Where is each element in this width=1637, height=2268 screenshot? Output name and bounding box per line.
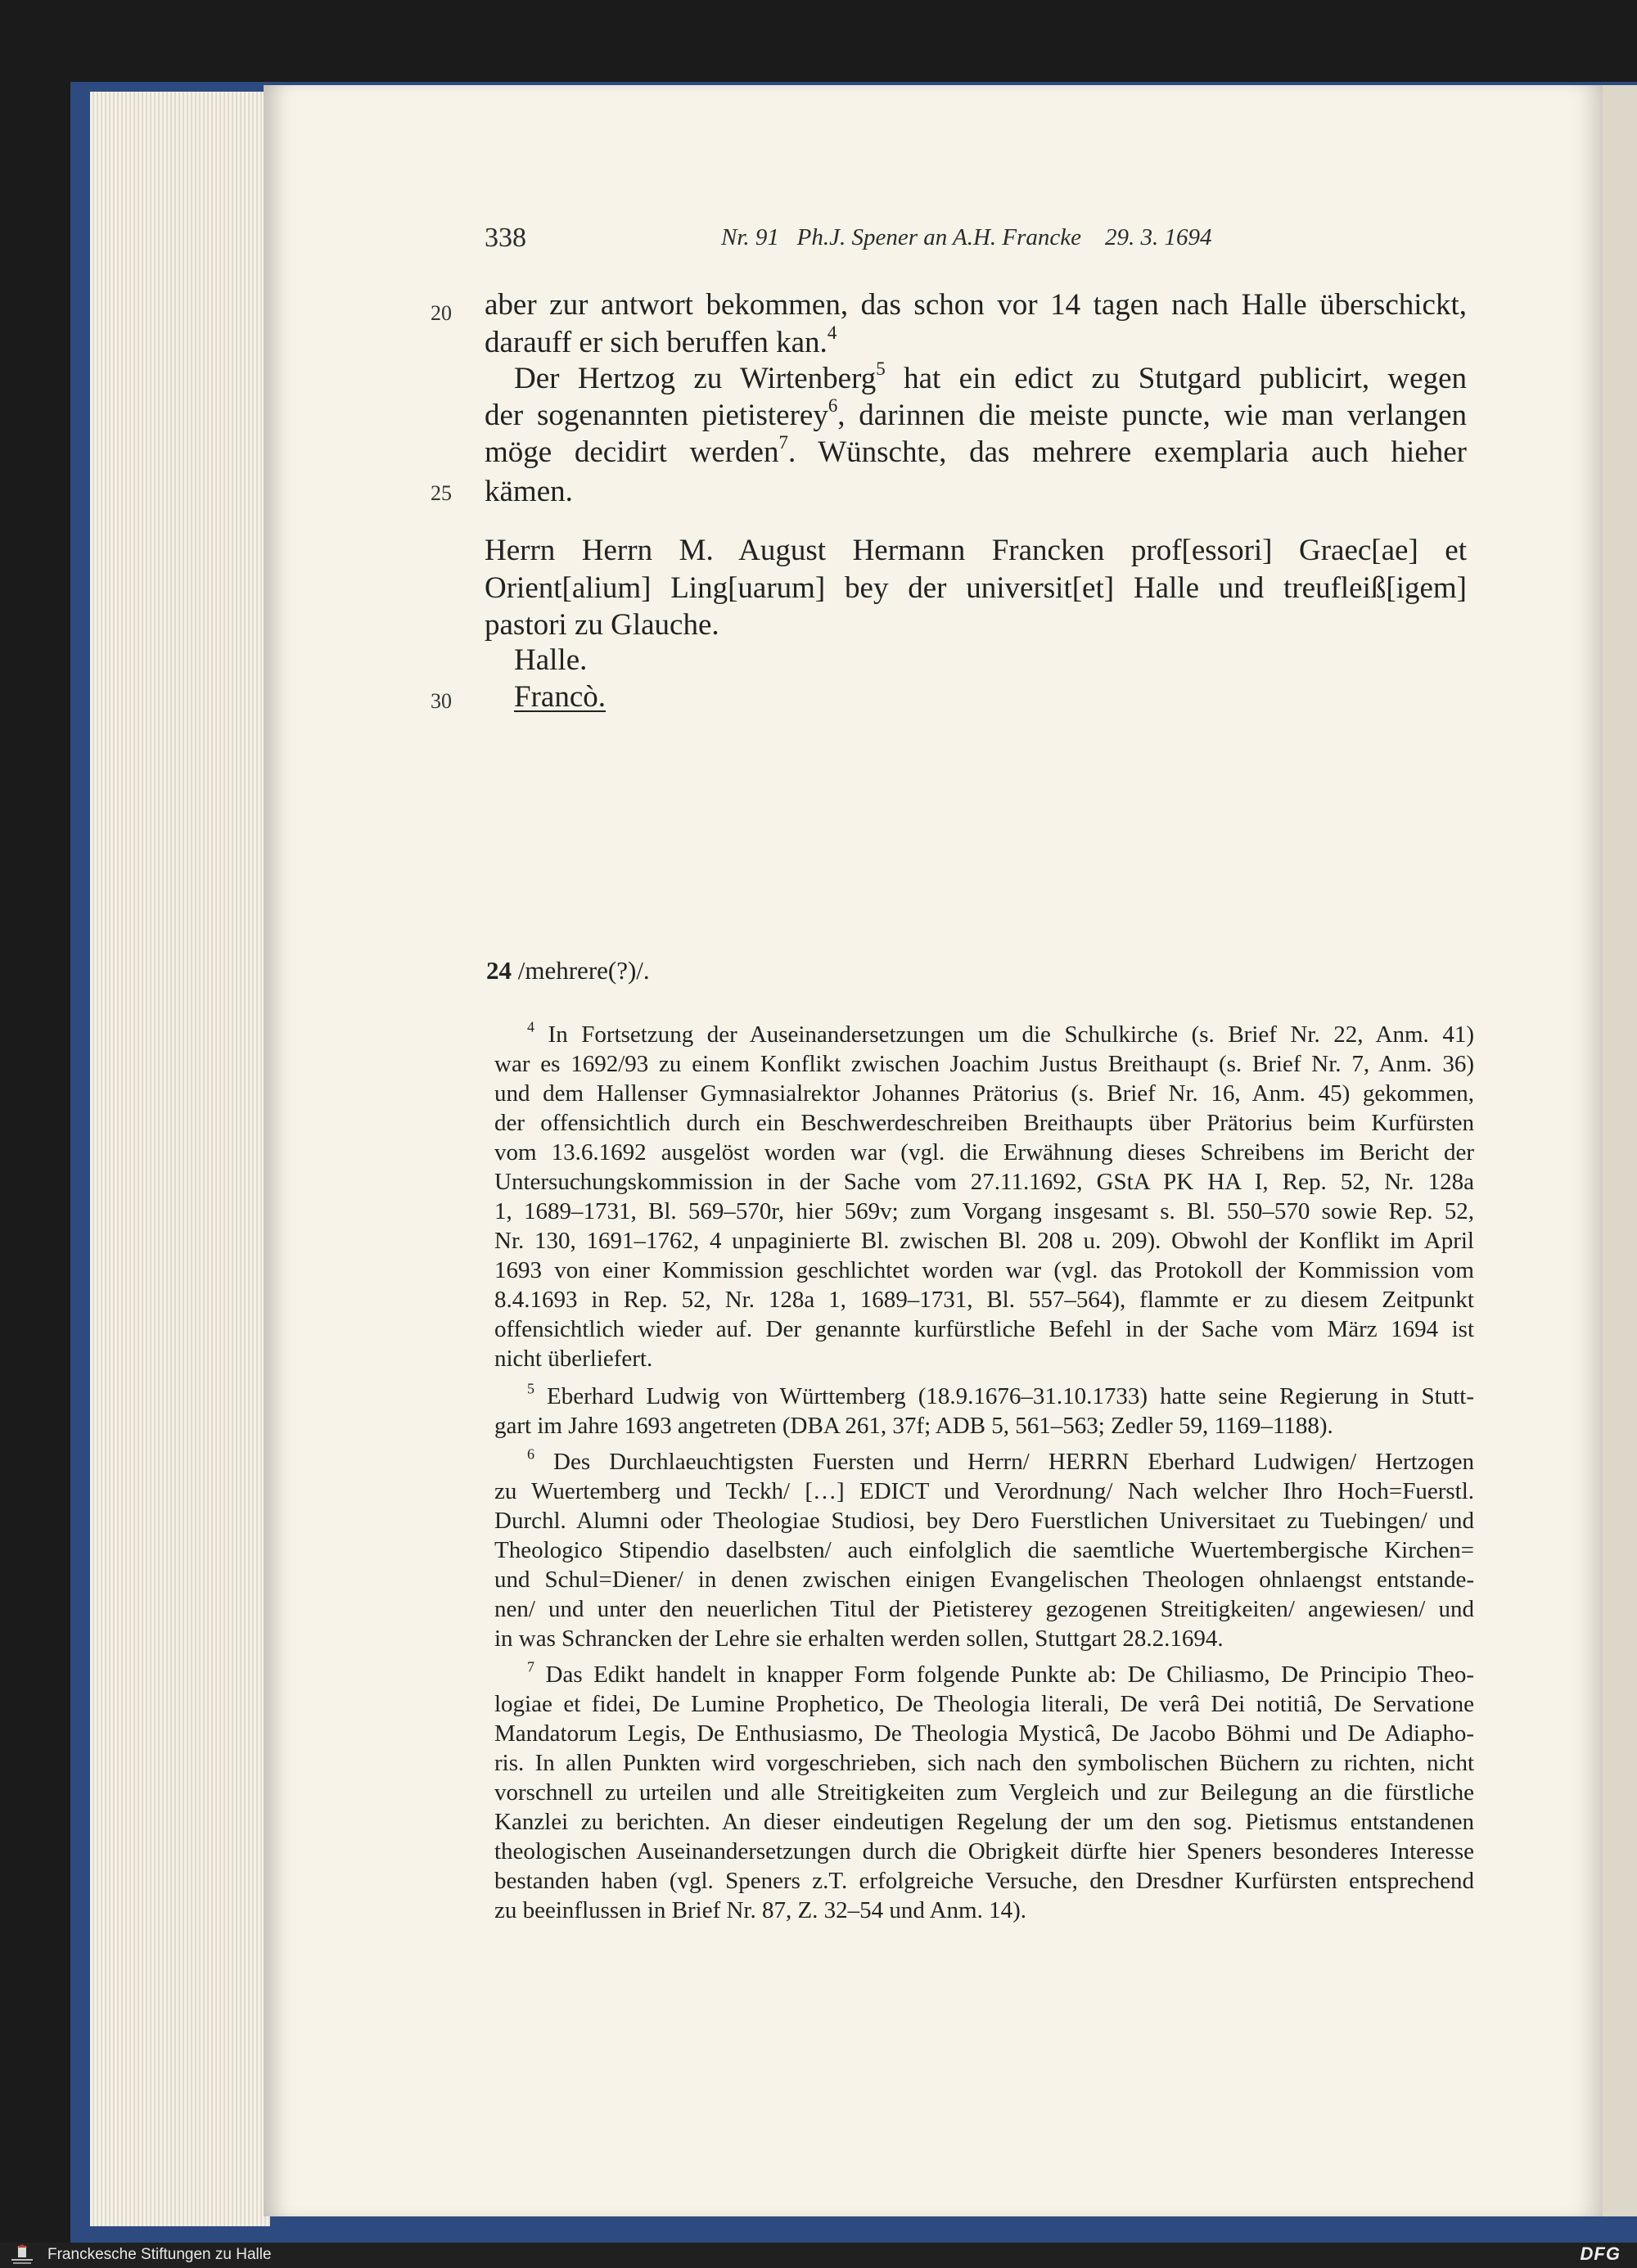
footnote-ref[interactable]: 5 bbox=[876, 358, 886, 379]
address-line: Herrn Herrn M. August Hermann Francken prof[essori] Graec[ae] et bbox=[485, 534, 1467, 567]
footnote-4-line: der offensichtlich durch ein Beschwerdeschreiben Breithaupts über Prätorius beim Kurfürsten bbox=[494, 1110, 1474, 1136]
footnote-mark: 4 bbox=[527, 1018, 534, 1035]
page-edges bbox=[90, 92, 270, 2226]
footnote-6-line: Durchl. Alumni oder Theologiae Studiosi, bey Dero Fuerstlichen Universitaet zu Tuebingen/ und bbox=[494, 1508, 1474, 1534]
line-number-25: 25 bbox=[431, 481, 452, 505]
address-city: Halle. bbox=[514, 643, 588, 677]
footnote-4-line: war es 1692/93 zu einem Konflikt zwischen Joachim Justus Breithaupt (s. Brief Nr. 7, Anm. 36) bbox=[494, 1051, 1474, 1077]
facing-page-edge bbox=[1603, 85, 1637, 2216]
address-franco: Francò. bbox=[514, 680, 606, 714]
footnote-4-line: und dem Hallenser Gymnasialrektor Johannes Prätorius (s. Brief Nr. 16, Anm. 45) gekommen, bbox=[494, 1080, 1474, 1107]
footnote-4-line: vom 13.6.1692 ausgelöst worden war (vgl. die Erwähnung dieses Schreibens im Bericht der bbox=[494, 1139, 1474, 1166]
footnote-mark: 7 bbox=[527, 1658, 534, 1675]
footnote-ref[interactable]: 6 bbox=[828, 395, 838, 416]
footnote-4-line: 1693 von einer Kommission geschlichtet worden war (vgl. das Protokoll der Kommission vom bbox=[494, 1257, 1474, 1283]
apparatus-note: 24 /mehrere(?)/. bbox=[486, 956, 650, 985]
footnote-7-line: bestanden haben (vgl. Speners z.T. erfolgreiche Versuche, den Dresdner Kurfürsten entsprechend bbox=[494, 1868, 1474, 1894]
footnote-4-line: 8.4.1693 in Rep. 52, Nr. 128a 1, 1689–1731, Bl. 557–564), flammte er zu diesem Zeitpunkt bbox=[494, 1287, 1474, 1313]
franckesche-stiftungen-logo-icon[interactable] bbox=[7, 2244, 38, 2266]
footnote-7-line: ris. In allen Punkten wird vorgeschrieben, sich nach den symbolischen Büchern zu richten, nicht bbox=[494, 1750, 1474, 1776]
line-number-20: 20 bbox=[431, 301, 452, 325]
address-line: pastori zu Glauche. bbox=[485, 608, 719, 642]
footnote-7-line: Kanzlei zu berichten. An dieser eindeutigen Regelung der um den sog. Pietismus entstandenen bbox=[494, 1809, 1474, 1835]
address-line: Orient[alium] Ling[uarum] bey der universit[et] Halle und treufleiß[igem] bbox=[485, 571, 1467, 605]
body-line: möge decidirt werden$^7$. Wünschte, das mehrere exemplaria auch hieher bbox=[485, 431, 1467, 469]
footnote-4-line: 1, 1689–1731, Bl. 569–570r, hier 569v; zum Vorgang insgesamt s. Bl. 550–570 sowie Rep. 52, bbox=[494, 1198, 1474, 1224]
footnote-mark: 5 bbox=[527, 1380, 534, 1397]
footnote-4-line: Nr. 130, 1691–1762, 4 unpaginierte Bl. zwischen Bl. 208 u. 209). Obwohl der Konflikt im April bbox=[494, 1228, 1474, 1254]
footnote-4-line: $^4$ In Fortsetzung der Auseinandersetzungen um die Schulkirche (s. Brief Nr. 22, Anm. 41) bbox=[527, 1018, 1474, 1048]
body-line: aber zur antwort bekommen, das schon vor 14 tagen nach Halle überschickt, bbox=[485, 288, 1467, 322]
footnote-6-line: zu Wuertemberg und Teckh/ […] EDICT und Verordnung/ Nach welcher Ihro Hoch=Fuerstl. bbox=[494, 1478, 1474, 1504]
apparatus-line-ref: 24 bbox=[486, 956, 512, 985]
footnote-7-line: $^7$ Das Edikt handelt in knapper Form folgende Punkte ab: De Chiliasmo, De Principio Theo- bbox=[527, 1658, 1474, 1688]
footnote-4-line: offensichtlich wieder auf. Der genannte kurfürstliche Befehl in der Sache vom März 1694 ist bbox=[494, 1316, 1474, 1342]
footnote-6-line: $^6$ Des Durchlaeuchtigsten Fuersten und Herrn/ HERRN Eberhard Ludwigen/ Hertzogen bbox=[527, 1445, 1474, 1475]
footnote-ref[interactable]: 4 bbox=[827, 322, 837, 343]
line-number-30: 30 bbox=[431, 689, 452, 713]
page-header bbox=[485, 223, 1274, 255]
dfg-logo[interactable]: DFG bbox=[1580, 2243, 1621, 2264]
footnote-mark: 6 bbox=[527, 1445, 534, 1463]
footnote-5-line: gart im Jahre 1693 angetreten (DBA 261, 37f; ADB 5, 561–563; Zedler 59, 1169–1188). bbox=[494, 1413, 1333, 1439]
footnote-5-line: $^5$ Eberhard Ludwig von Württemberg (18.9.1676–31.10.1733) hatte seine Regierung in Stutt- bbox=[527, 1380, 1474, 1409]
body-line: kämen. bbox=[485, 475, 573, 508]
footnote-7-line: zu beeinflussen in Brief Nr. 87, Z. 32–54 und Anm. 14). bbox=[494, 1897, 1026, 1923]
footnote-4-line: Untersuchungskommission in der Sache vom 27.11.1692, GStA PK HA I, Rep. 52, Nr. 128a bbox=[494, 1169, 1474, 1195]
body-line: der sogenannten pietisterey$^6$, darinnen die meiste puncte, wie man verlangen bbox=[485, 395, 1467, 432]
footnote-6-line: in was Schrancken der Lehre sie erhalten werden sollen, Stuttgart 28.2.1694. bbox=[494, 1625, 1224, 1652]
footnote-7-line: Mandatorum Legis, De Enthusiasmo, De Theologia Mysticâ, De Jacobo Böhmi und De Adiapho- bbox=[494, 1720, 1474, 1747]
footnote-4-line: nicht überliefert. bbox=[494, 1346, 653, 1372]
footnote-7-line: theologischen Auseinandersetzungen durch die Obrigkeit dürfte hier Speners besonderes Interesse bbox=[494, 1838, 1474, 1864]
footnote-7-line: logiae et fidei, De Lumine Prophetico, De Theologia literali, De verâ Dei notitiâ, De Servatione bbox=[494, 1691, 1474, 1717]
footer-institution-link[interactable]: Franckesche Stiftungen zu Halle bbox=[47, 2246, 272, 2263]
running-head: Nr. 91 Ph.J. Spener an A.H. Francke 29. 3. 1694 bbox=[721, 224, 1212, 250]
footnote-6-line: und Schul=Diener/ in denen zwischen einigen Evangelischen Theologen ohnlaengst entstande- bbox=[494, 1567, 1474, 1593]
footnote-7-line: vorschnell zu urteilen und alle Streitigkeiten zum Vergleich und zur Beilegung an die fürstliche bbox=[494, 1779, 1474, 1806]
page-number: 338 bbox=[485, 223, 526, 253]
body-line: darauff er sich beruffen kan.$^4$ bbox=[485, 322, 837, 359]
footnote-ref[interactable]: 7 bbox=[778, 431, 788, 453]
footnote-6-line: Theologico Stipendio daselbsten/ auch einfolglich die saemtliche Wuertembergische Kirchen= bbox=[494, 1537, 1474, 1563]
body-line: Der Hertzog zu Wirtenberg$^5$ hat ein edict zu Stutgard publicirt, wegen bbox=[514, 358, 1467, 395]
footnote-6-line: nen/ und unter den neuerlichen Titul der Pietisterey gezogenen Streitigkeiten/ angewiesen/ und bbox=[494, 1596, 1474, 1622]
